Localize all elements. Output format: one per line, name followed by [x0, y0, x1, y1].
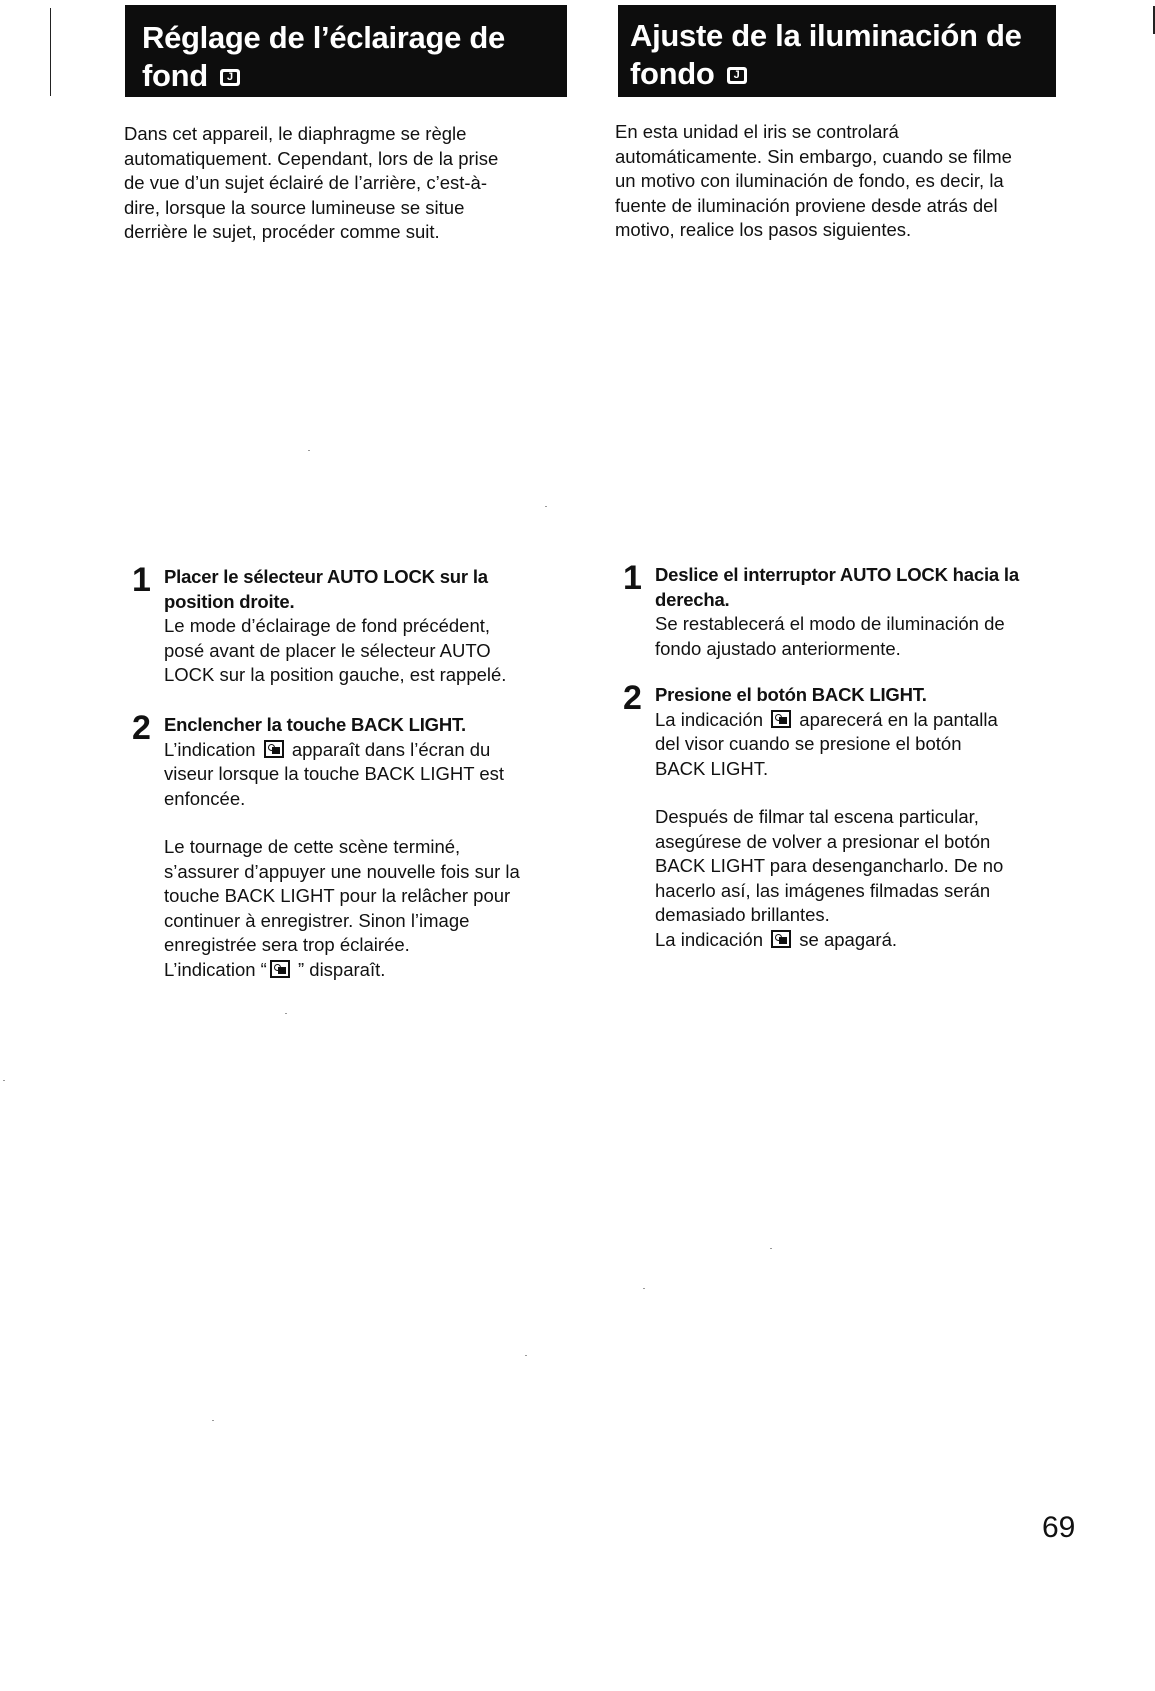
step-number: 1	[132, 561, 151, 599]
margin-rule	[50, 8, 51, 96]
text-line: motivo, realice los pasos siguientes.	[615, 219, 912, 240]
step-1-french	[132, 561, 574, 688]
step-body: Se restablecerá el modo de iluminación de fondo ajustado anteriormente.	[655, 613, 1005, 659]
step-body: Le mode d’éclairage de fond précédent, posé avant de placer le sélecteur AUTO LOCK sur la position gauche, est rappelé.	[164, 615, 507, 685]
mode-j-icon: J	[727, 67, 747, 84]
text-line: fuente de iluminación proviene desde atrás del	[615, 194, 998, 216]
step-heading: Enclencher la touche BACK LIGHT.	[164, 714, 466, 735]
text-line: un motivo con iluminación de fondo, es decir, la	[615, 170, 1004, 191]
title-french	[125, 5, 567, 97]
scan-speck	[643, 1288, 645, 1289]
scan-speck	[770, 1248, 772, 1249]
step-note: Le tournage de cette scène terminé, s’assurer d’appuyer une nouvelle fois sur la touche BACK LIGHT pour la relâcher pour continuer à enregistrer. Sinon l’image enregistrée sera trop éclairée. L’indication “ ” disparaît.	[164, 836, 520, 980]
back-light-icon	[270, 960, 290, 978]
intro-french	[124, 122, 549, 245]
page-number: 69	[1042, 1511, 1076, 1544]
scan-speck	[308, 450, 310, 451]
text-line: derrière le sujet, procéder comme suit.	[124, 221, 440, 242]
step-body: La indicación aparecerá en la pantalla del visor cuando se presione el botón BACK LIGHT.	[655, 708, 998, 779]
title-line: fond J	[142, 57, 557, 95]
scan-speck	[545, 506, 547, 507]
step-heading: Deslice el interruptor AUTO LOCK hacia la derecha.	[655, 564, 1019, 610]
step-body: L’indication apparaît dans l’écran du viseur lorsque la touche BACK LIGHT est enfoncée.	[164, 738, 505, 809]
scan-speck	[3, 1080, 5, 1081]
text-line: de vue d’un sujet éclairé de l’arrière, c’est-à-	[124, 172, 487, 193]
scan-speck	[525, 1355, 527, 1356]
title-spanish	[618, 5, 1056, 97]
step-number: 2	[623, 679, 642, 717]
step-2-spanish	[623, 679, 1075, 952]
title-line: fondo J	[630, 55, 1046, 93]
step-number: 1	[623, 559, 642, 597]
back-light-icon	[771, 710, 791, 728]
text-line: dire, lorsque la source lumineuse se situe	[124, 196, 465, 218]
mode-j-icon: J	[220, 69, 240, 86]
text-line: automatiquement. Cependant, lors de la prise	[124, 147, 499, 169]
intro-spanish	[615, 120, 1060, 243]
back-light-icon	[771, 930, 791, 948]
back-light-icon	[264, 740, 284, 758]
scan-speck	[285, 1013, 287, 1014]
title-line: Réglage de l’éclairage de	[142, 20, 505, 55]
scan-speck	[212, 1420, 214, 1421]
step-1-spanish	[623, 559, 1075, 661]
text-line: En esta unidad el iris se controlará	[615, 121, 899, 142]
step-heading: Presione el botón BACK LIGHT.	[655, 684, 927, 705]
step-heading: Placer le sélecteur AUTO LOCK sur la position droite.	[164, 566, 488, 612]
text-line: automáticamente. Sin embargo, cuando se filme	[615, 145, 1012, 167]
step-note: Después de filmar tal escena particular, asegúrese de volver a presionar el botón BACK LIGHT para desengancharlo. De no hacerlo así, las imágenes filmadas serán demasiado brillantes. La indicación se apagará.	[655, 806, 1004, 950]
step-2-french	[132, 709, 574, 982]
text-line: Dans cet appareil, le diaphragme se règle	[124, 123, 467, 144]
step-number: 2	[132, 709, 151, 747]
title-line: Ajuste de la iluminación de	[630, 18, 1022, 53]
